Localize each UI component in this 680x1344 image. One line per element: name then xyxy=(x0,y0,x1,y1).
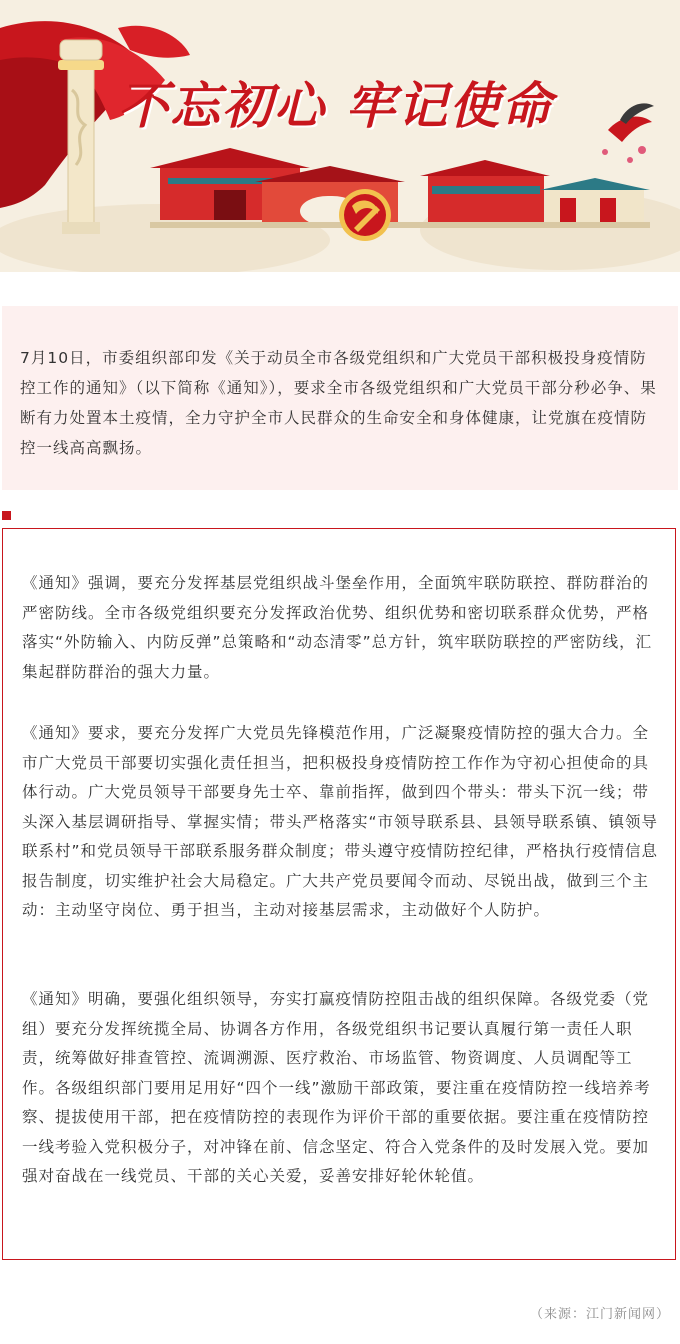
traditional-buildings xyxy=(150,148,650,228)
body-paragraph-3: 《通知》明确，要强化组织领导，夯实打赢疫情防控阻击战的组织保障。各级党委（党组）要充分发挥统揽全局、协调各方作用，各级党组织书记要认真履行第一责任人职责，统筹做好排查管控、流调溯源、医疗救治、市场监管、物资调度、人员调配等工作。各级组织部门要用足用好“四个一线”激励干部政策，要注重在疫情防控一线培养考察、提拔使用干部，把在疫情防控的表现作为评价干部的重要依据。要注重在疫情防控一线考验入党积极分子，对冲锋在前、信念坚定、符合入党条件的及时发展入党。要加强对奋战在一线党员、干部的关心关爱，妥善安排好轮休轮值。 xyxy=(22,990,651,1185)
body-paragraph-1: 《通知》强调，要充分发挥基层党组织战斗堡垒作用，全面筑牢联防联控、群防群治的严密防线。全市各级党组织要充分发挥政治优势、组织优势和密切联系群众优势，严格落实“外防输入、内防反弹”总策略和“动态清零”总方针，筑牢联防联控的严密防线，汇集起群防群治的强大力量。 xyxy=(22,574,653,681)
source-credit: （来源：江门新闻网） xyxy=(529,1307,670,1322)
intro-section xyxy=(2,306,678,490)
intro-paragraph: 7月10日，市委组织部印发《关于动员全市各级党组织和广大党员干部积极投身疫情防控工作的通知》（以下简称《通知》），要求全市各级党组织和广大党员干部分秒必争、果断有力处置本土疫情，全力守护全市人民群众的生命安全和身体健康，让党旗在疫情防控一线高高飘扬。 xyxy=(20,349,657,457)
section-marker xyxy=(2,511,11,520)
banner-title: 不忘初心 牢记使命 xyxy=(118,76,554,135)
magpie-bird xyxy=(602,103,654,163)
header-banner xyxy=(0,0,680,272)
body-paragraph-2: 《通知》要求，要充分发挥广大党员先锋模范作用，广泛凝聚疫情防控的强大合力。全市广大党员干部要切实强化责任担当，把积极投身疫情防控工作作为守初心担使命的具体行动。广大党员领导干部要身先士卒、靠前指挥，做到四个带头：带头下沉一线；带头深入基层调研指导、掌握实情；带头严格落实“市领导联系县、县领导联系镇、镇领导联系村”和党员领导干部联系服务群众制度；带头遵守疫情防控纪律，严格执行疫情信息报告制度，切实维护社会大局稳定。广大共产党员要闻令而动、尽锐出战，做到三个主动：主动坚守岗位、勇于担当，主动对接基层需求，主动做好个人防护。 xyxy=(22,724,659,919)
content-box xyxy=(2,528,676,1260)
party-emblem-icon xyxy=(339,189,391,241)
